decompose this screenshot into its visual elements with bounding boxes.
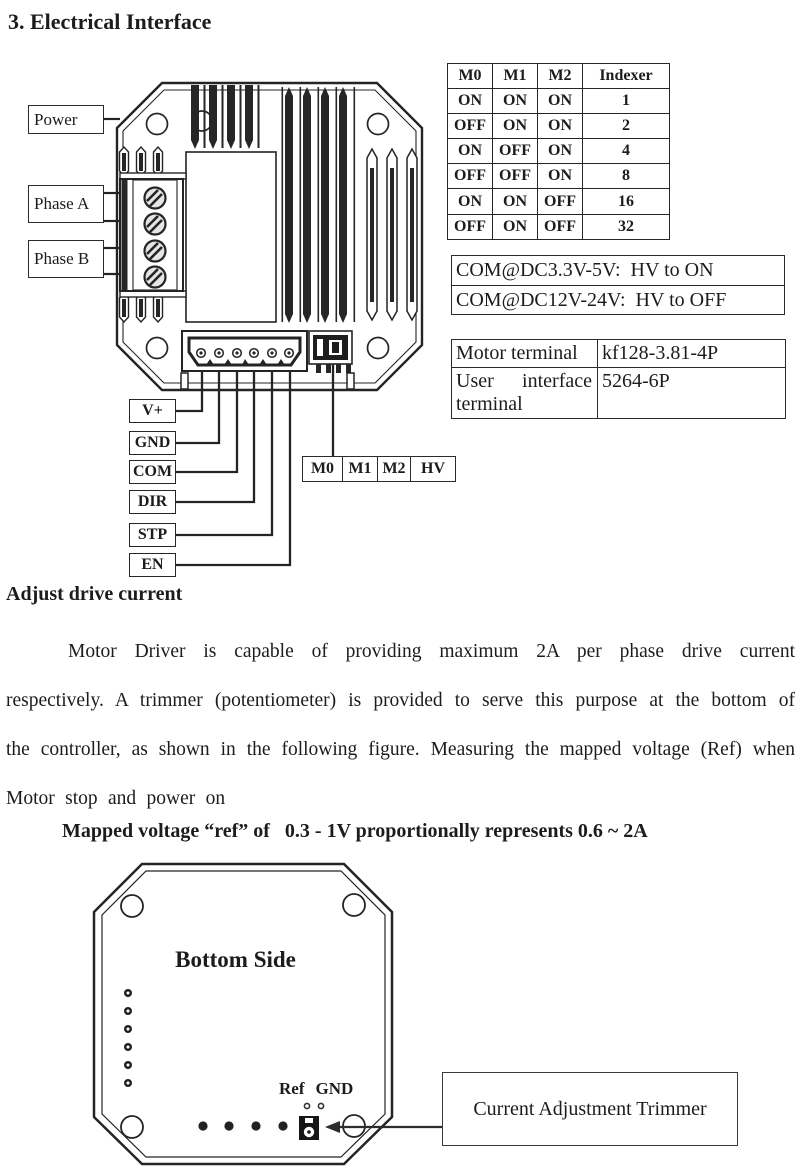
terminal-value-cell: 5264-6P [598,368,786,419]
pin-label-en: EN [129,553,176,577]
ref-gnd-labels [279,1079,353,1099]
mode-pin-strip [302,456,456,482]
indexer-cell: 4 [583,139,670,164]
indexer-cell: ON [538,89,583,114]
indexer-cell: 2 [583,114,670,139]
mounting-hole-icon [147,114,168,135]
indexer-table-row [448,139,670,164]
pcb-window [186,152,276,322]
heatsink-fins-right [282,87,356,323]
pin-label-stp: STP [129,523,176,547]
terminal-label-cell: Motor terminal [452,340,598,368]
phase-b-label: Phase B [28,240,104,278]
indexer-header-cell: Indexer [583,64,670,89]
driver-diagram [0,0,470,590]
user-interface-connector [182,331,307,371]
com-voltage-table [451,255,785,315]
terminal-screw-icon [145,267,166,288]
wire-stp [176,371,272,535]
indexer-cell: OFF [538,214,583,239]
trimmer-icon [299,1116,319,1140]
indexer-cell: OFF [448,114,493,139]
pin-label-gnd: GND [129,431,176,455]
terminal-table-row [452,340,786,368]
terminal-table-row [452,368,786,419]
terminal-label-cell: User interface terminal [452,368,598,419]
mounting-hole-icon [368,114,389,135]
bottom-side-diagram [0,855,470,1173]
indexer-table-header-row [448,64,670,89]
ref-label: Ref [279,1079,305,1098]
motor-terminal-block [120,173,186,297]
indexer-table [447,63,670,240]
indexer-cell: ON [538,164,583,189]
indexer-cell: OFF [493,164,538,189]
mounting-hole-icon [147,338,168,359]
indexer-cell: ON [493,89,538,114]
indexer-cell: OFF [448,214,493,239]
mode-pin-m1: M1 [343,456,378,482]
mode-pin-m0: M0 [302,456,343,482]
indexer-cell: 32 [583,214,670,239]
indexer-table-row [448,89,670,114]
page-title: 3. Electrical Interface [8,9,212,34]
mode-pin-hv: HV [411,456,456,482]
indexer-header-cell: M2 [538,64,583,89]
pin-label-com: COM [129,460,176,484]
indexer-cell: ON [538,139,583,164]
indexer-table-row [448,214,670,239]
terminal-screw-icon [145,214,166,235]
mounting-hole-icon [121,1116,143,1138]
indexer-header-cell: M0 [448,64,493,89]
pin-label-dir: DIR [129,490,176,514]
indexer-cell: ON [493,114,538,139]
indexer-cell: 1 [583,89,670,114]
com-voltage-row: COM@DC3.3V-5V: HV to ON [456,259,714,281]
terminal-screw-icon [145,188,166,209]
current-adjustment-trimmer-callout: Current Adjustment Trimmer [442,1072,738,1146]
terminal-screw-icon [145,241,166,262]
indexer-cell: OFF [493,139,538,164]
mounting-hole-icon [368,338,389,359]
mounting-hole-icon [343,894,365,916]
mapped-voltage-line: Mapped voltage “ref” of 0.3 - 1V proportionally represents 0.6 ~ 2A [62,820,648,842]
bottom-side-label: Bottom Side [175,947,296,972]
indexer-cell: 8 [583,164,670,189]
indexer-cell: ON [538,114,583,139]
indexer-cell: ON [493,214,538,239]
adjust-drive-current-heading: Adjust drive current [6,583,183,605]
mounting-hole-icon [121,895,143,917]
terminal-table [451,339,786,419]
mode-pin-m2: M2 [378,456,411,482]
indexer-cell: ON [448,189,493,214]
pin-label-vplus: V+ [129,399,176,423]
indexer-header-cell: M1 [493,64,538,89]
indexer-cell: OFF [448,164,493,189]
indexer-cell: ON [448,139,493,164]
terminal-value-cell: kf128-3.81-4P [598,340,786,368]
indexer-table-row [448,189,670,214]
power-label: Power [28,105,104,134]
indexer-cell: ON [448,89,493,114]
indexer-table-row [448,114,670,139]
indexer-cell: ON [493,189,538,214]
heatsink-fins-far-right [367,149,417,320]
gnd-label: GND [315,1079,354,1098]
indexer-cell: 16 [583,189,670,214]
com-voltage-row: COM@DC12V-24V: HV to OFF [452,285,784,315]
indexer-table-row [448,164,670,189]
indexer-cell: OFF [538,189,583,214]
phase-a-label: Phase A [28,185,104,223]
drive-current-paragraph: Motor Driver is capable of providing maximum 2A per phase drive current respectively. A trimmer (potentiometer) is provided to serve this purpose at the bottom of the controller, as shown in the following figure. Measuring the mapped voltage (Ref) when Motor stop and power on [6,641,795,809]
